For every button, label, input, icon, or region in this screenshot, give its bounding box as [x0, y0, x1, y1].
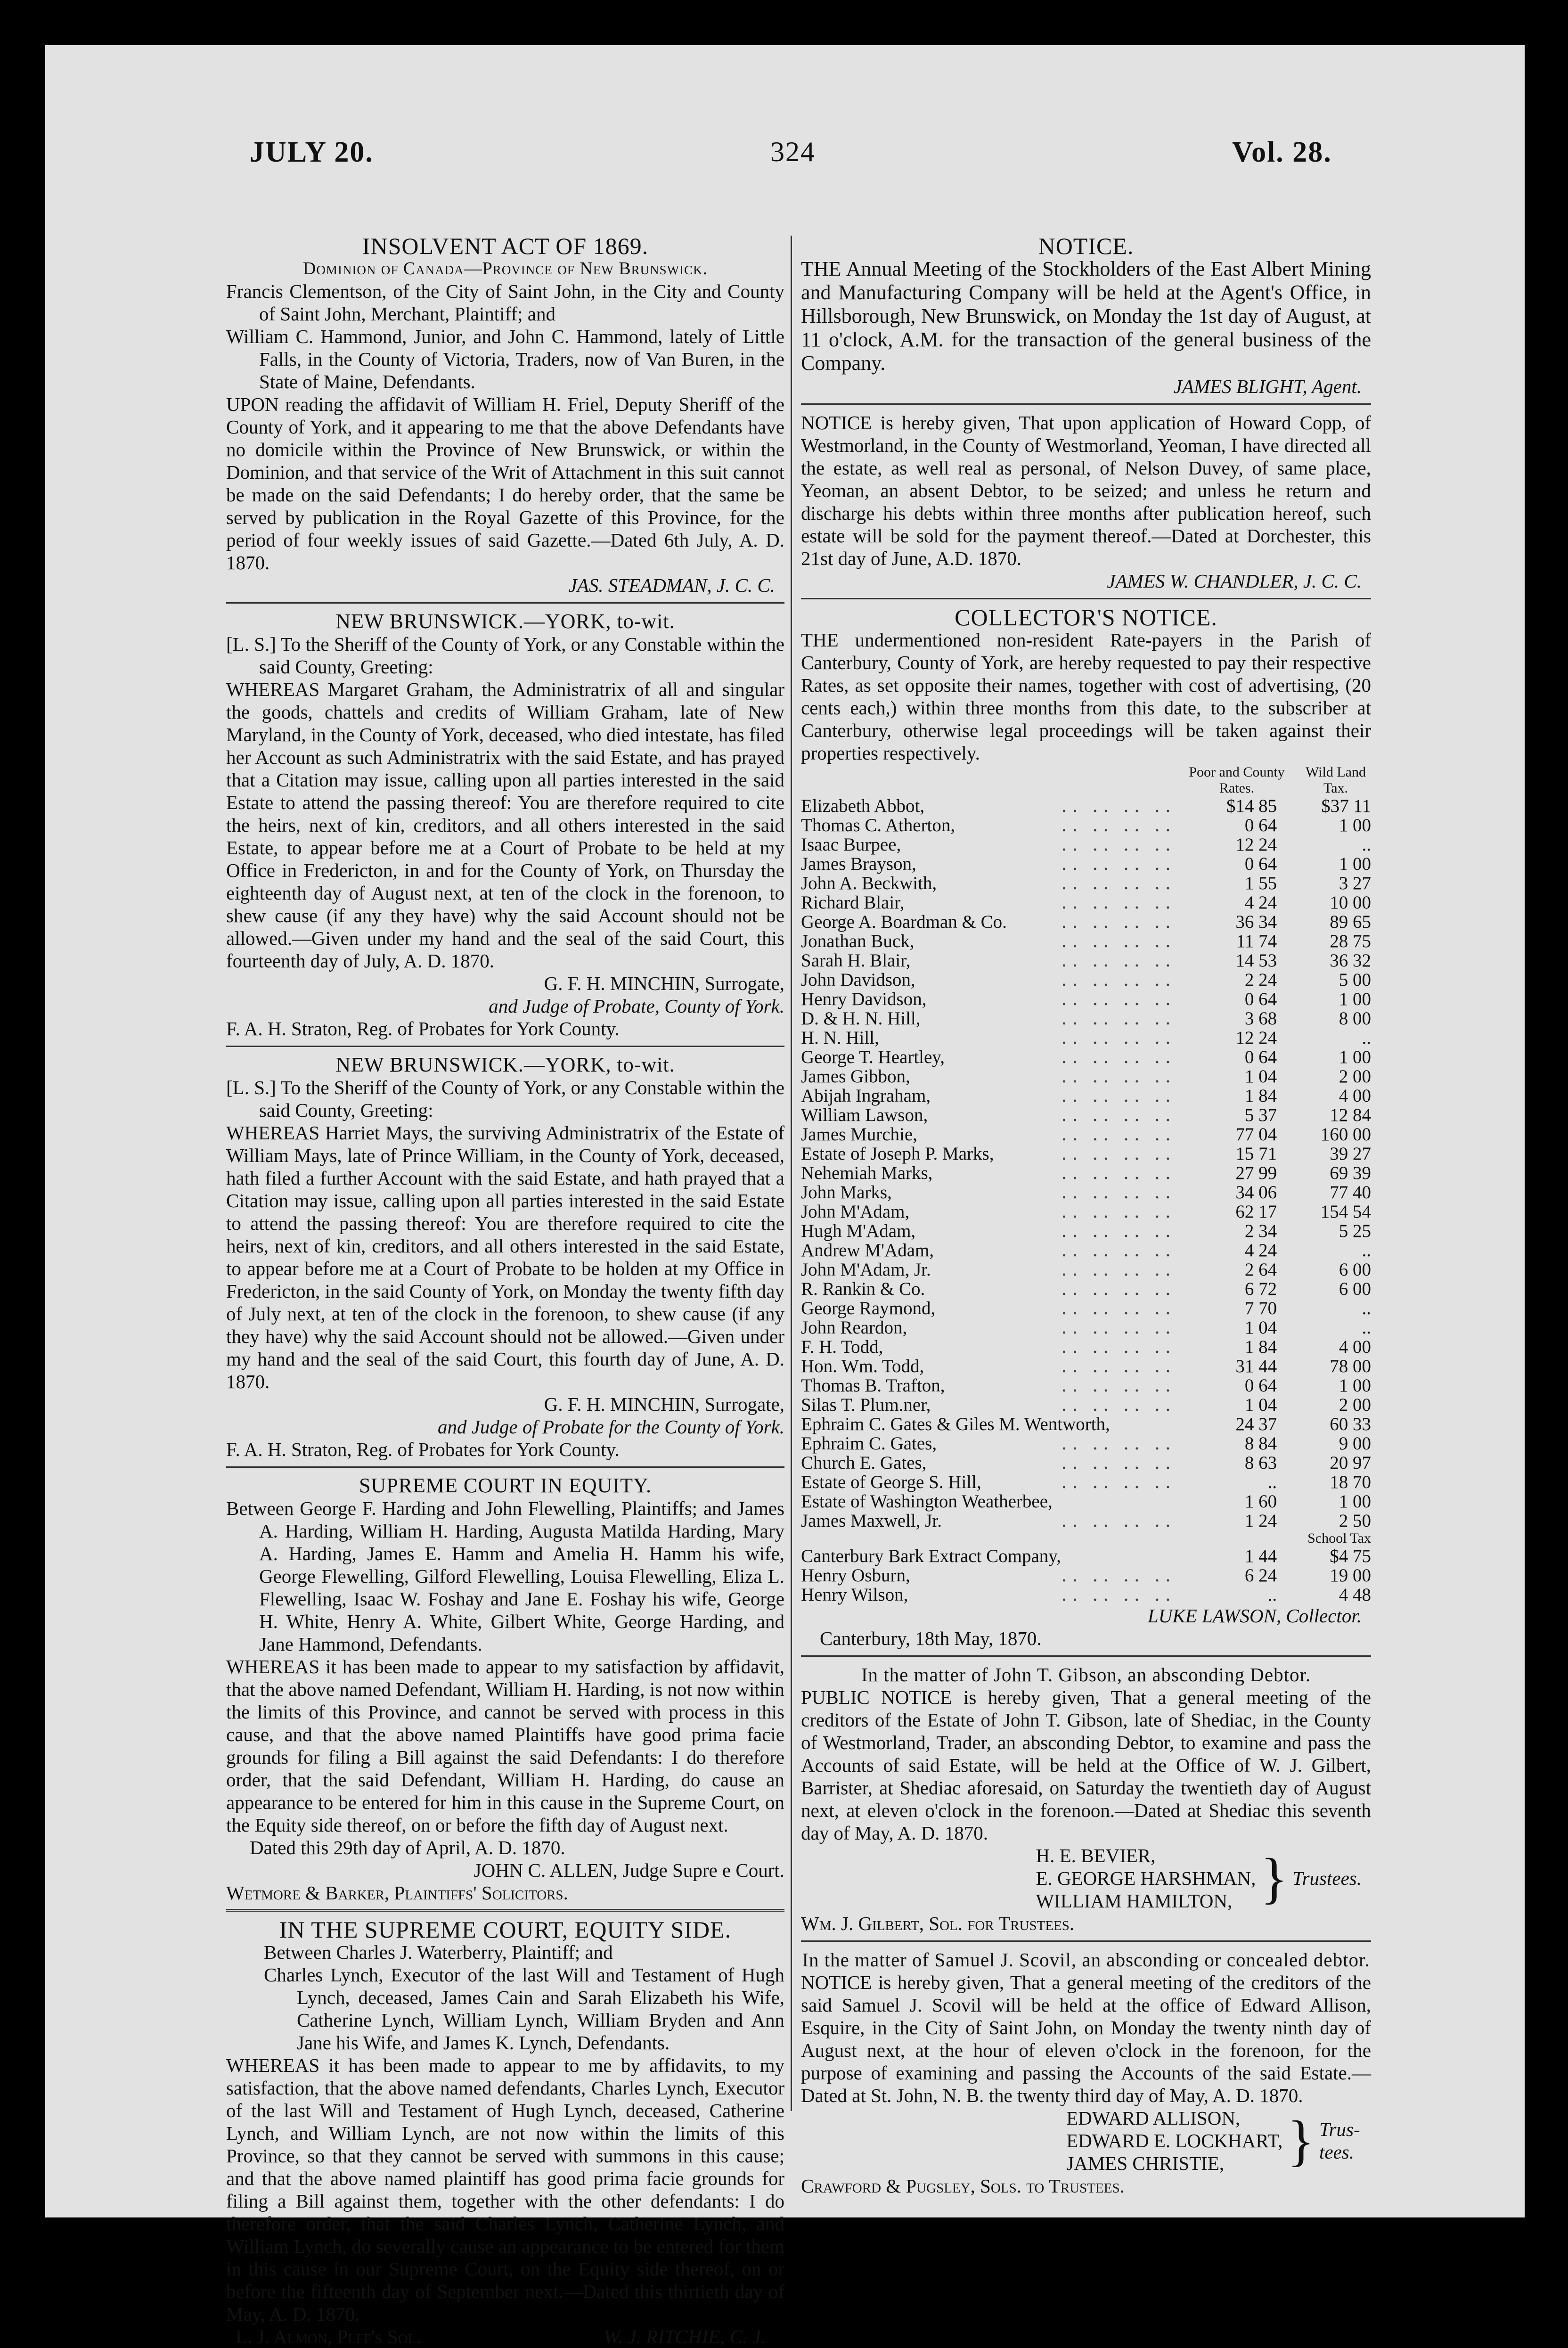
notice-title: IN THE SUPREME COURT, EQUITY SIDE.	[279, 1916, 732, 1943]
tax-value: 89 65	[1330, 912, 1371, 932]
leader-dots: ․․ ․․ ․․ ․․	[1061, 796, 1176, 816]
rate-value: 11 74	[1236, 931, 1277, 951]
trustee-name: WILLIAM HAMILTON,	[1036, 1890, 1233, 1912]
tax-value: $37 11	[1321, 796, 1371, 816]
right-column	[801, 235, 1371, 2197]
plaintiff: Francis Clementson, of the City of Saint John, in the City and County of Saint John, Merchant, Plaintiff; and	[226, 280, 784, 325]
leader-dots: ․․ ․․ ․․ ․․	[1061, 1453, 1176, 1473]
rate-row	[801, 1492, 1371, 1511]
tax-value: 1 00	[1339, 815, 1371, 835]
leader-dots: ․․ ․․ ․․ ․․	[1061, 1202, 1176, 1222]
leader-dots: ․․ ․․ ․․ ․․	[1061, 970, 1176, 990]
rate-row	[801, 1260, 1371, 1279]
ratepayer-name: John Davidson,	[801, 970, 915, 990]
leader-dots: ․․ ․․ ․․ ․․	[1061, 1221, 1176, 1241]
ratepayer-name: John M'Adam, Jr.	[801, 1260, 931, 1280]
ratepayer-name: H. N. Hill,	[801, 1028, 879, 1048]
rate-value: 34 06	[1235, 1182, 1277, 1203]
rate-row	[801, 1585, 1371, 1604]
tax-value: 4 48	[1339, 1585, 1371, 1605]
tax-value: 2 00	[1339, 1395, 1371, 1415]
rate-value: 77 04	[1235, 1124, 1277, 1145]
rate-value: 7 70	[1244, 1298, 1277, 1318]
rate-row	[801, 1453, 1371, 1473]
rate-value: 1 04	[1244, 1066, 1277, 1087]
ratepayer-name: Canterbury Bark Extract Company,	[801, 1546, 1061, 1566]
ratepayer-name: George Raymond,	[801, 1298, 936, 1318]
solicitors: Crawford & Pugsley, Sols. to Trustees.	[801, 2175, 1125, 2197]
rate-row	[801, 1337, 1371, 1357]
rate-row	[801, 1415, 1371, 1434]
notice-body: NOTICE is hereby given, That a general meeting of the creditors of the said Samuel J. Scovil will be held at the office of Edward Allison, Esquire, in the City of Saint John, on Monday the twenty ninth day of August next, at the hour of eleven o'clock in the forenoon, for the purpose of examining and passing the Accounts of the said Estate.—Dated at St. John, N. B. the twenty third day of May, A. D. 1870.	[801, 1972, 1371, 2106]
notice-body: WHEREAS it has been made to appear to my satisfaction by affidavit, that the above named Defendant, William H. Harding, is not now within the limits of this Province, and cannot be served with process in this cause, and that the above named Plaintiffs have good prima facie grounds for filing a Bill against the said Defendants: I do therefore order, that the said Defendant, William H. Harding, do cause an appearance to be entered for him in this cause in the Supreme Court, on the Equity side thereof, on or before the fifth day of August next.	[226, 1656, 784, 1836]
seal-line: [L. S.] To the Sheriff of the County of York, or any Constable within the said County, Greeting:	[226, 1077, 784, 1121]
rate-row	[801, 1047, 1371, 1067]
tax-value: 3 27	[1339, 873, 1371, 893]
rate-value: 2 64	[1244, 1260, 1277, 1280]
tax-value: 60 33	[1330, 1414, 1371, 1434]
ratepayer-name: Jonathan Buck,	[801, 931, 915, 951]
tax-value: 5 25	[1339, 1221, 1371, 1241]
notice-body: THE Annual Meeting of the Stockholders of the East Albert Mining and Manufacturing Company will be held at the Agent's Office, in Hillsborough, New Brunswick, on Monday the 1st day of August, at 11 o'clock, A.M. for the transaction of the general business of the Company.	[801, 257, 1371, 375]
collectors-notice	[801, 606, 1371, 1650]
tax-value: $4 75	[1330, 1546, 1371, 1566]
ratepayer-name: John Marks,	[801, 1182, 892, 1203]
leader-dots: ․․ ․․ ․․ ․․	[1061, 1028, 1176, 1048]
ratepayer-name: Estate of Washington Weatherbee,	[801, 1491, 1053, 1512]
leader-dots: ․․ ․․ ․․ ․․	[1061, 1565, 1176, 1586]
rate-value: 1 60	[1244, 1491, 1277, 1512]
tax-value: 28 75	[1330, 931, 1371, 951]
ratepayer-name: William Lawson,	[801, 1105, 928, 1125]
leader-dots: ․․ ․․ ․․ ․․	[1061, 1047, 1176, 1067]
leader-dots: ․․ ․․ ․․ ․․	[1061, 1337, 1176, 1357]
rate-value: 15 71	[1235, 1144, 1277, 1164]
tax-value: ..	[1362, 1317, 1371, 1338]
ratepayer-name: James Maxwell, Jr.	[801, 1511, 942, 1531]
tax-value: 1 00	[1339, 1375, 1371, 1396]
leader-dots: ․․ ․․ ․․ ․․	[1061, 1511, 1176, 1531]
rate-value: $14 85	[1226, 796, 1277, 816]
tax-value: 10 00	[1330, 892, 1371, 913]
solicitor: Wm. J. Gilbert, Sol. for Trustees.	[801, 1913, 1075, 1934]
notice-body: NOTICE is hereby given, That upon application of Howard Copp, of Westmorland, in the County of Westmorland, Yeoman, I have directed all the estate, as well real as personal, of Nelson Duvey, of same place, Yeoman, an absent Debtor, to be seized; and unless he return and discharge his debts within three months after publication hereof, such estate will be sold for the payment thereof.—Dated at Dorchester, this 21st day of June, A.D. 1870.	[801, 412, 1371, 569]
rate-value: 0 64	[1244, 1047, 1277, 1067]
leader-dots: ․․ ․․ ․․ ․․	[1061, 1144, 1176, 1164]
signature: W. J. RITCHIE, C. J.	[604, 2326, 766, 2348]
leader-dots: ․․ ․․ ․․ ․․	[1061, 1298, 1176, 1318]
rate-row	[801, 1241, 1371, 1260]
tax-value: ..	[1362, 1298, 1371, 1318]
brace: }	[1260, 1847, 1288, 1909]
rate-value: 8 84	[1244, 1433, 1277, 1454]
leader-dots: ․․ ․․ ․․ ․․	[1061, 854, 1176, 874]
rate-value: 6 72	[1244, 1279, 1277, 1299]
rate-row	[801, 1144, 1371, 1163]
volume-number: Vol. 28.	[1232, 136, 1332, 168]
rate-value: 2 34	[1244, 1221, 1277, 1241]
rate-value: 1 84	[1244, 1337, 1277, 1357]
ratepayer-name: Andrew M'Adam,	[801, 1240, 934, 1260]
rate-row	[801, 1318, 1371, 1337]
ratepayer-name: Abijah Ingraham,	[801, 1086, 931, 1106]
notice-body: WHEREAS it has been made to appear to me by affidavits, to my satisfaction, that the above named defendants, Charles Lynch, Executor of the last Will and Testament of Hugh Lynch, deceased, Catherine Lynch, and William Lynch, are not now within the limits of this Province, so that they cannot be served with summons in this cause; and that the above named plaintiff has good prima facie grounds for filing a Bill against them, together with the other defendants: I do therefore order, that the said Charles Lynch, Catherine Lynch, and William Lynch, do severally cause an appearance to be entered for them in this cause in our Supreme Court, on the Equity side thereof, on or before the fifteenth day of September next.—Dated this thirtieth day of May, A. D. 1870.	[226, 2054, 784, 2325]
notice-subtitle: Dominion of Canada—Province of New Brunswick.	[302, 259, 708, 278]
rate-value: 62 17	[1235, 1202, 1277, 1222]
notice-title: NEW BRUNSWICK.—YORK, to-wit.	[335, 610, 675, 633]
tax-value: 1 00	[1339, 1491, 1371, 1512]
ratepayer-name: James Brayson,	[801, 854, 916, 874]
rate-row	[801, 1434, 1371, 1453]
leader-dots: ․․ ․․ ․․ ․․	[1061, 1066, 1176, 1087]
tax-value: 69 39	[1330, 1163, 1371, 1183]
solicitor: L. J. Almon, Plff's Sol.	[236, 2326, 421, 2348]
rate-row	[801, 1395, 1371, 1415]
ratepayer-name: John M'Adam,	[801, 1202, 910, 1222]
registrar: F. A. H. Straton, Reg. of Probates for York County.	[226, 1018, 620, 1039]
trustees-label: Trustees.	[1292, 1867, 1362, 1889]
rate-row	[801, 1202, 1371, 1221]
rate-value: 12 24	[1235, 834, 1277, 855]
tax-value: ..	[1362, 1240, 1371, 1260]
leader-dots: ․․ ․․ ․․ ․․	[1061, 815, 1176, 835]
tax-value: 2 00	[1339, 1066, 1371, 1087]
rate-row	[801, 912, 1371, 932]
notice-body: PUBLIC NOTICE is hereby given, That a general meeting of the creditors of the Estate of John T. Gibson, late of Shediac, in the County of Westmorland, Trader, an absconding Debtor, to examine and pass the Accounts of said Estate, will be held at the Office of W. J. Gilbert, Barrister, at Shediac aforesaid, on Saturday the twentieth day of August next, at eleven o'clock in the forenoon.—Dated at Shediac this seventh day of May, A. D. 1870.	[801, 1686, 1371, 1844]
ratepayer-name: Silas T. Plum.ner,	[801, 1395, 931, 1415]
rate-row	[801, 1566, 1371, 1585]
rate-value: 0 64	[1244, 989, 1277, 1009]
rates-table	[801, 796, 1371, 1530]
ratepayer-name: Ephraim C. Gates,	[801, 1433, 937, 1454]
rate-row	[801, 1376, 1371, 1395]
absent-debtor-notice	[801, 411, 1371, 592]
leader-dots: ․․ ․․ ․․ ․․	[1061, 873, 1176, 893]
tax-value: 4 00	[1339, 1337, 1371, 1357]
notice-body: WHEREAS Margaret Graham, the Administratrix of all and singular the goods, chattels and credits of William Graham, late of New Maryland, in the County of York, deceased, who died intestate, has filed her Account as such Administratrix with the said Estate, and has prayed that a Citation may issue, calling upon all parties interested in the said Estate to attend the passing thereof: You are therefore required to cite the heirs, next of kin, creditors, and all others interested in the said Estate, to appear before me at a Court of Probate to be held at my Office in Fredericton, in and for the County of York, on Thursday the eighteenth day of August next, at ten of the clock in the forenoon, to shew cause (if any they have) why the said Account should not be allowed.—Given under my hand and the seal of the said Court, this fourteenth day of July, A. D. 1870.	[226, 679, 784, 972]
leader-dots: ․․ ․․ ․․ ․․	[1061, 1260, 1176, 1280]
notice-title: NEW BRUNSWICK.—YORK, to-wit.	[335, 1053, 675, 1076]
tax-value: 77 40	[1330, 1182, 1371, 1203]
rate-row	[801, 816, 1371, 835]
leader-dots: ․․ ․․ ․․ ․․	[1061, 912, 1176, 932]
tax-value: 1 00	[1339, 1047, 1371, 1067]
divider	[801, 1940, 1371, 1942]
ratepayer-name: Henry Osburn,	[801, 1565, 910, 1586]
signature: JAMES BLIGHT, Agent.	[1173, 376, 1362, 397]
ratepayer-name: John Reardon,	[801, 1317, 907, 1338]
ratepayer-name: Church E. Gates,	[801, 1453, 927, 1473]
tax-value: 1 00	[1339, 854, 1371, 874]
leader-dots: ․․ ․․ ․․ ․․	[1061, 1433, 1176, 1454]
school-tax-table	[801, 1546, 1371, 1604]
tax-value: 8 00	[1339, 1008, 1371, 1029]
leader-dots: ․․ ․․ ․․ ․․	[1061, 1585, 1176, 1605]
rate-row	[801, 1357, 1371, 1376]
tax-value: 20 97	[1330, 1453, 1371, 1473]
ratepayer-name: D. & H. N. Hill,	[801, 1008, 921, 1029]
rate-value: 3 68	[1244, 1008, 1277, 1029]
rate-value: 2 24	[1244, 970, 1277, 990]
rate-value: 12 24	[1235, 1028, 1277, 1048]
leader-dots: ․․ ․․ ․․ ․․	[1061, 931, 1176, 951]
rate-value: 1 44	[1244, 1546, 1277, 1566]
ratepayer-name: Henry Davidson,	[801, 989, 927, 1009]
rate-row	[801, 970, 1371, 990]
rate-row	[801, 874, 1371, 893]
ratepayer-name: Sarah H. Blair,	[801, 950, 911, 971]
trustees-label: Trus- tees.	[1319, 2119, 1360, 2163]
rate-row	[801, 1163, 1371, 1183]
tax-value: 154 54	[1320, 1202, 1371, 1222]
rate-row	[801, 951, 1371, 970]
leader-dots: ․․ ․․ ․․ ․․	[1061, 1240, 1176, 1260]
column-header-wild-land: Wild Land Tax.	[1306, 764, 1366, 796]
signature: G. F. H. MINCHIN, Surrogate,	[544, 1393, 784, 1415]
divider	[801, 1655, 1371, 1657]
rate-row	[801, 1279, 1371, 1299]
divider	[226, 1466, 784, 1468]
solicitors: Wetmore & Barker, Plaintiffs' Solicitors.	[226, 1882, 568, 1904]
rate-value: 1 55	[1244, 873, 1277, 893]
tax-value: 36 32	[1330, 950, 1371, 971]
rate-value: 4 24	[1244, 892, 1277, 913]
rates-column-headers	[801, 764, 1371, 796]
seal-line: [L. S.] To the Sheriff of the County of York, or any Constable within the said County, Greeting:	[226, 633, 784, 678]
divider	[801, 598, 1371, 599]
rate-value: 1 24	[1244, 1511, 1277, 1531]
notice-title: COLLECTOR'S NOTICE.	[955, 604, 1217, 630]
ratepayer-name: Hugh M'Adam,	[801, 1221, 916, 1241]
trustee-name: JAMES CHRISTIE,	[1066, 2152, 1225, 2174]
rate-row	[801, 1221, 1371, 1241]
rate-row	[801, 1299, 1371, 1318]
tax-value: ..	[1362, 1028, 1371, 1048]
tax-value: 12 84	[1330, 1105, 1371, 1125]
equity-notice-lynch	[226, 1918, 784, 2348]
rate-row	[801, 1009, 1371, 1028]
rate-row	[801, 1183, 1371, 1202]
tax-value: 5 00	[1339, 970, 1371, 990]
tax-value: ..	[1362, 834, 1371, 855]
trustee-name: EDWARD E. LOCKHART,	[1066, 2130, 1283, 2152]
divider	[801, 403, 1371, 405]
ratepayer-name: Ephraim C. Gates & Giles M. Wentworth,	[801, 1414, 1110, 1434]
leader-dots: ․․ ․․ ․․ ․․	[1061, 1182, 1176, 1203]
scovil-debtor-notice	[801, 1948, 1371, 2197]
divider	[226, 1909, 784, 1912]
registrar: F. A. H. Straton, Reg. of Probates for York County.	[226, 1439, 620, 1460]
trustees-block	[801, 2107, 1371, 2175]
parties: Between George F. Harding and John Flewelling, Plaintiffs; and James A. Harding, William H. Harding, Augusta Matilda Harding, Mary A. Harding, James E. Hamm and Amelia H. Hamm his wife, George Flewelling, Gilford Flewelling, Louisa Flewelling, Eliza L. Flewelling, Isaac W. Foshay and Jane E. Foshay his wife, George H. White, Henry A. White, Gilbert White, George Harding, and Jane Hammond, Defendants.	[226, 1497, 784, 1655]
leader-dots: ․․ ․․ ․․ ․․	[1061, 989, 1176, 1009]
ratepayer-name: Richard Blair,	[801, 892, 905, 913]
rate-row	[801, 854, 1371, 874]
dated-line: Dated this 29th day of April, A. D. 1870.	[250, 1837, 565, 1858]
notice-title: INSOLVENT ACT OF 1869.	[362, 233, 649, 259]
rate-row	[801, 932, 1371, 951]
rate-value: 14 53	[1235, 950, 1277, 971]
defendants: Charles Lynch, Executor of the last Will and Testament of Hugh Lynch, deceased, James Cain and Sarah Elizabeth his Wife, Catherine Lynch, William Lynch, William Bryden and Ann Jane his Wife, and James K. Lynch, Defendants.	[264, 1964, 784, 2053]
rate-row	[801, 1511, 1371, 1530]
ratepayer-name: James Gibbon,	[801, 1066, 910, 1087]
ratepayer-name: James Murchie,	[801, 1124, 917, 1145]
rate-value: 36 34	[1235, 912, 1277, 932]
notice-title: In the matter of John T. Gibson, an absconding Debtor.	[861, 1664, 1311, 1685]
notice-body: UPON reading the affidavit of William H. Friel, Deputy Sheriff of the County of York, and it appearing to me that the above Defendants have no domicile within the Province of New Brunswick, or within the Dominion, and that service of the Writ of Attachment in this suit cannot be made on the said Defendants; I do hereby order, that the same be served by publication in the Royal Gazette of this Province, for the period of four weekly issues of said Gazette.—Dated 6th July, A. D. 1870.	[226, 393, 784, 573]
tax-value: 2 50	[1339, 1511, 1371, 1531]
rate-row	[801, 796, 1371, 816]
tax-value: 19 00	[1330, 1565, 1371, 1586]
tax-value: 78 00	[1330, 1356, 1371, 1376]
signature: LUKE LAWSON, Collector.	[1147, 1605, 1362, 1627]
tax-value: 18 70	[1330, 1472, 1371, 1492]
notice-title: SUPREME COURT IN EQUITY.	[359, 1474, 652, 1497]
rate-value: ..	[1267, 1585, 1277, 1605]
leader-dots: ․․ ․․ ․․ ․․	[1061, 1279, 1176, 1299]
notice-body: WHEREAS Harriet Mays, the surviving Administratrix of the Estate of William Mays, late of Prince William, in the County of York, deceased, hath filed a further Account with the said Estate, and hath prayed that a Citation may issue, calling upon all parties interested in the said Estate to attend the passing thereof: You are therefore required to cite the heirs, next of kin, creditors, and all others interested in the said Estate, to appear before me at a Court of Probate to be holden at my Office in Fredericton, in the said County of York, on Monday the twenty fifth day of July next, at ten of the clock in the forenoon, to shew cause (if any they have) why the said Account should not be allowed.—Given under my hand and the seal of the said Court, this fourth day of June, A. D. 1870.	[226, 1122, 784, 1392]
probate-notice-graham	[226, 610, 784, 1040]
gibson-debtor-notice	[801, 1663, 1371, 1935]
rate-row	[801, 1125, 1371, 1144]
ratepayer-name: R. Rankin & Co.	[801, 1279, 925, 1299]
ratepayer-name: Hon. Wm. Todd,	[801, 1356, 924, 1376]
rate-value: 24 37	[1235, 1414, 1277, 1434]
signature-title: and Judge of Probate, County of York.	[489, 995, 784, 1017]
ratepayer-name: Isaac Burpee,	[801, 834, 901, 855]
notice-title: NOTICE.	[1038, 233, 1134, 259]
leader-dots: ․․ ․․ ․․ ․․	[1061, 834, 1176, 855]
tax-value: 6 00	[1339, 1260, 1371, 1280]
brace: }	[1287, 2109, 1315, 2172]
leader-dots: ․․ ․․ ․․ ․․	[1061, 1317, 1176, 1338]
plaintiff: Between Charles J. Waterberry, Plaintiff; and	[264, 1941, 613, 1963]
column-header-poor-county: Poor and County Rates.	[1189, 764, 1285, 796]
divider	[226, 1046, 784, 1047]
rate-value: 8 63	[1244, 1453, 1277, 1473]
tax-value: 1 00	[1339, 989, 1371, 1009]
rate-row	[801, 1086, 1371, 1105]
rate-value: 5 37	[1244, 1105, 1277, 1125]
dated-line: Canterbury, 18th May, 1870.	[820, 1628, 1042, 1649]
rate-value: 1 04	[1244, 1395, 1277, 1415]
leader-dots: ․․ ․․ ․․ ․․	[1061, 950, 1176, 971]
signature: JAMES W. CHANDLER, J. C. C.	[1107, 570, 1362, 592]
insolvent-act-notice	[226, 235, 784, 597]
trustee-name: E. GEORGE HARSHMAN,	[1036, 1867, 1256, 1889]
rate-value: 0 64	[1244, 1375, 1277, 1396]
ratepayer-name: Estate of George S. Hill,	[801, 1472, 981, 1492]
leader-dots: ․․ ․․ ․․ ․․	[1061, 892, 1176, 913]
ratepayer-name: George A. Boardman & Co.	[801, 912, 1007, 932]
rate-row	[801, 1067, 1371, 1086]
rate-value: 1 84	[1244, 1086, 1277, 1106]
page-number: 324	[770, 136, 816, 167]
defendants: William C. Hammond, Junior, and John C. Hammond, lately of Little Falls, in the County of Victoria, Traders, now of Van Buren, in the State of Maine, Defendants.	[226, 326, 784, 393]
rate-row	[801, 1473, 1371, 1492]
leader-dots: ․․ ․․ ․․ ․․	[1061, 1086, 1176, 1106]
leader-dots: ․․ ․․ ․․ ․․	[1061, 1356, 1176, 1376]
tax-value: 9 00	[1339, 1433, 1371, 1454]
school-tax-header: School Tax	[1307, 1530, 1371, 1546]
rate-row	[801, 1546, 1371, 1566]
rate-value: ..	[1267, 1472, 1277, 1492]
leader-dots: ․․ ․․ ․․ ․․	[1061, 1008, 1176, 1029]
left-column	[226, 235, 784, 2348]
rate-value: 1 04	[1244, 1317, 1277, 1338]
tax-value: 6 00	[1339, 1279, 1371, 1299]
divider	[226, 602, 784, 604]
page-date: JULY 20.	[250, 136, 374, 168]
rate-value: 31 44	[1235, 1356, 1277, 1376]
ratepayer-name: George T. Heartley,	[801, 1047, 945, 1067]
signature: G. F. H. MINCHIN, Surrogate,	[544, 973, 784, 994]
rate-row	[801, 990, 1371, 1009]
rate-row	[801, 1105, 1371, 1125]
leader-dots: ․․ ․․ ․․ ․․	[1061, 1375, 1176, 1396]
ratepayer-name: Thomas B. Trafton,	[801, 1375, 945, 1396]
notice-body: THE undermentioned non-resident Rate-payers in the Parish of Canterbury, County of York, are hereby requested to pay their respective Rates, as set opposite their names, together with cost of advertising, (20 cents each,) within three months from this date, to the subscriber at Canterbury, otherwise legal proceedings will be taken against their properties respectively.	[801, 629, 1371, 764]
rate-value: 0 64	[1244, 815, 1277, 835]
signature: JAS. STEADMAN, J. C. C.	[568, 574, 775, 596]
ratepayer-name: F. H. Todd,	[801, 1337, 883, 1357]
leader-dots: ․․ ․․ ․․ ․․	[1061, 1124, 1176, 1145]
leader-dots: ․․ ․․ ․․ ․․	[1061, 1105, 1176, 1125]
trustee-name: EDWARD ALLISON,	[1066, 2107, 1241, 2129]
column-divider	[791, 236, 792, 2111]
ratepayer-name: Elizabeth Abbot,	[801, 796, 925, 816]
signature: JOHN C. ALLEN, Judge Supre e Court.	[474, 1859, 784, 1881]
signature-title: and Judge of Probate for the County of York.	[437, 1416, 784, 1438]
rate-value: 6 24	[1244, 1565, 1277, 1586]
ratepayer-name: Nehemiah Marks,	[801, 1163, 933, 1183]
rate-row	[801, 893, 1371, 912]
rate-row	[801, 835, 1371, 854]
rate-value: 4 24	[1244, 1240, 1277, 1260]
equity-notice-harding	[226, 1474, 784, 1904]
ratepayer-name: John A. Beckwith,	[801, 873, 937, 893]
stockholders-notice	[801, 235, 1371, 398]
rate-value: 27 99	[1235, 1163, 1277, 1183]
tax-value: 160 00	[1320, 1124, 1371, 1145]
ratepayer-name: Estate of Joseph P. Marks,	[801, 1144, 994, 1164]
leader-dots: ․․ ․․ ․․ ․․	[1061, 1163, 1176, 1183]
ratepayer-name: Thomas C. Atherton,	[801, 815, 956, 835]
leader-dots: ․․ ․․ ․․ ․․	[1061, 1472, 1176, 1492]
ratepayer-name: Henry Wilson,	[801, 1585, 908, 1605]
trustee-name: H. E. BEVIER,	[1036, 1845, 1156, 1866]
trustees-block	[801, 1844, 1371, 1912]
probate-notice-mays	[226, 1054, 784, 1461]
tax-value: 39 27	[1330, 1144, 1371, 1164]
rate-row	[801, 1028, 1371, 1047]
rate-value: 0 64	[1244, 854, 1277, 874]
leader-dots: ․․ ․․ ․․ ․․	[1061, 1395, 1176, 1415]
notice-title: In the matter of Samuel J. Scovil, an absconding or concealed debtor.	[802, 1949, 1370, 1971]
tax-value: 4 00	[1339, 1086, 1371, 1106]
